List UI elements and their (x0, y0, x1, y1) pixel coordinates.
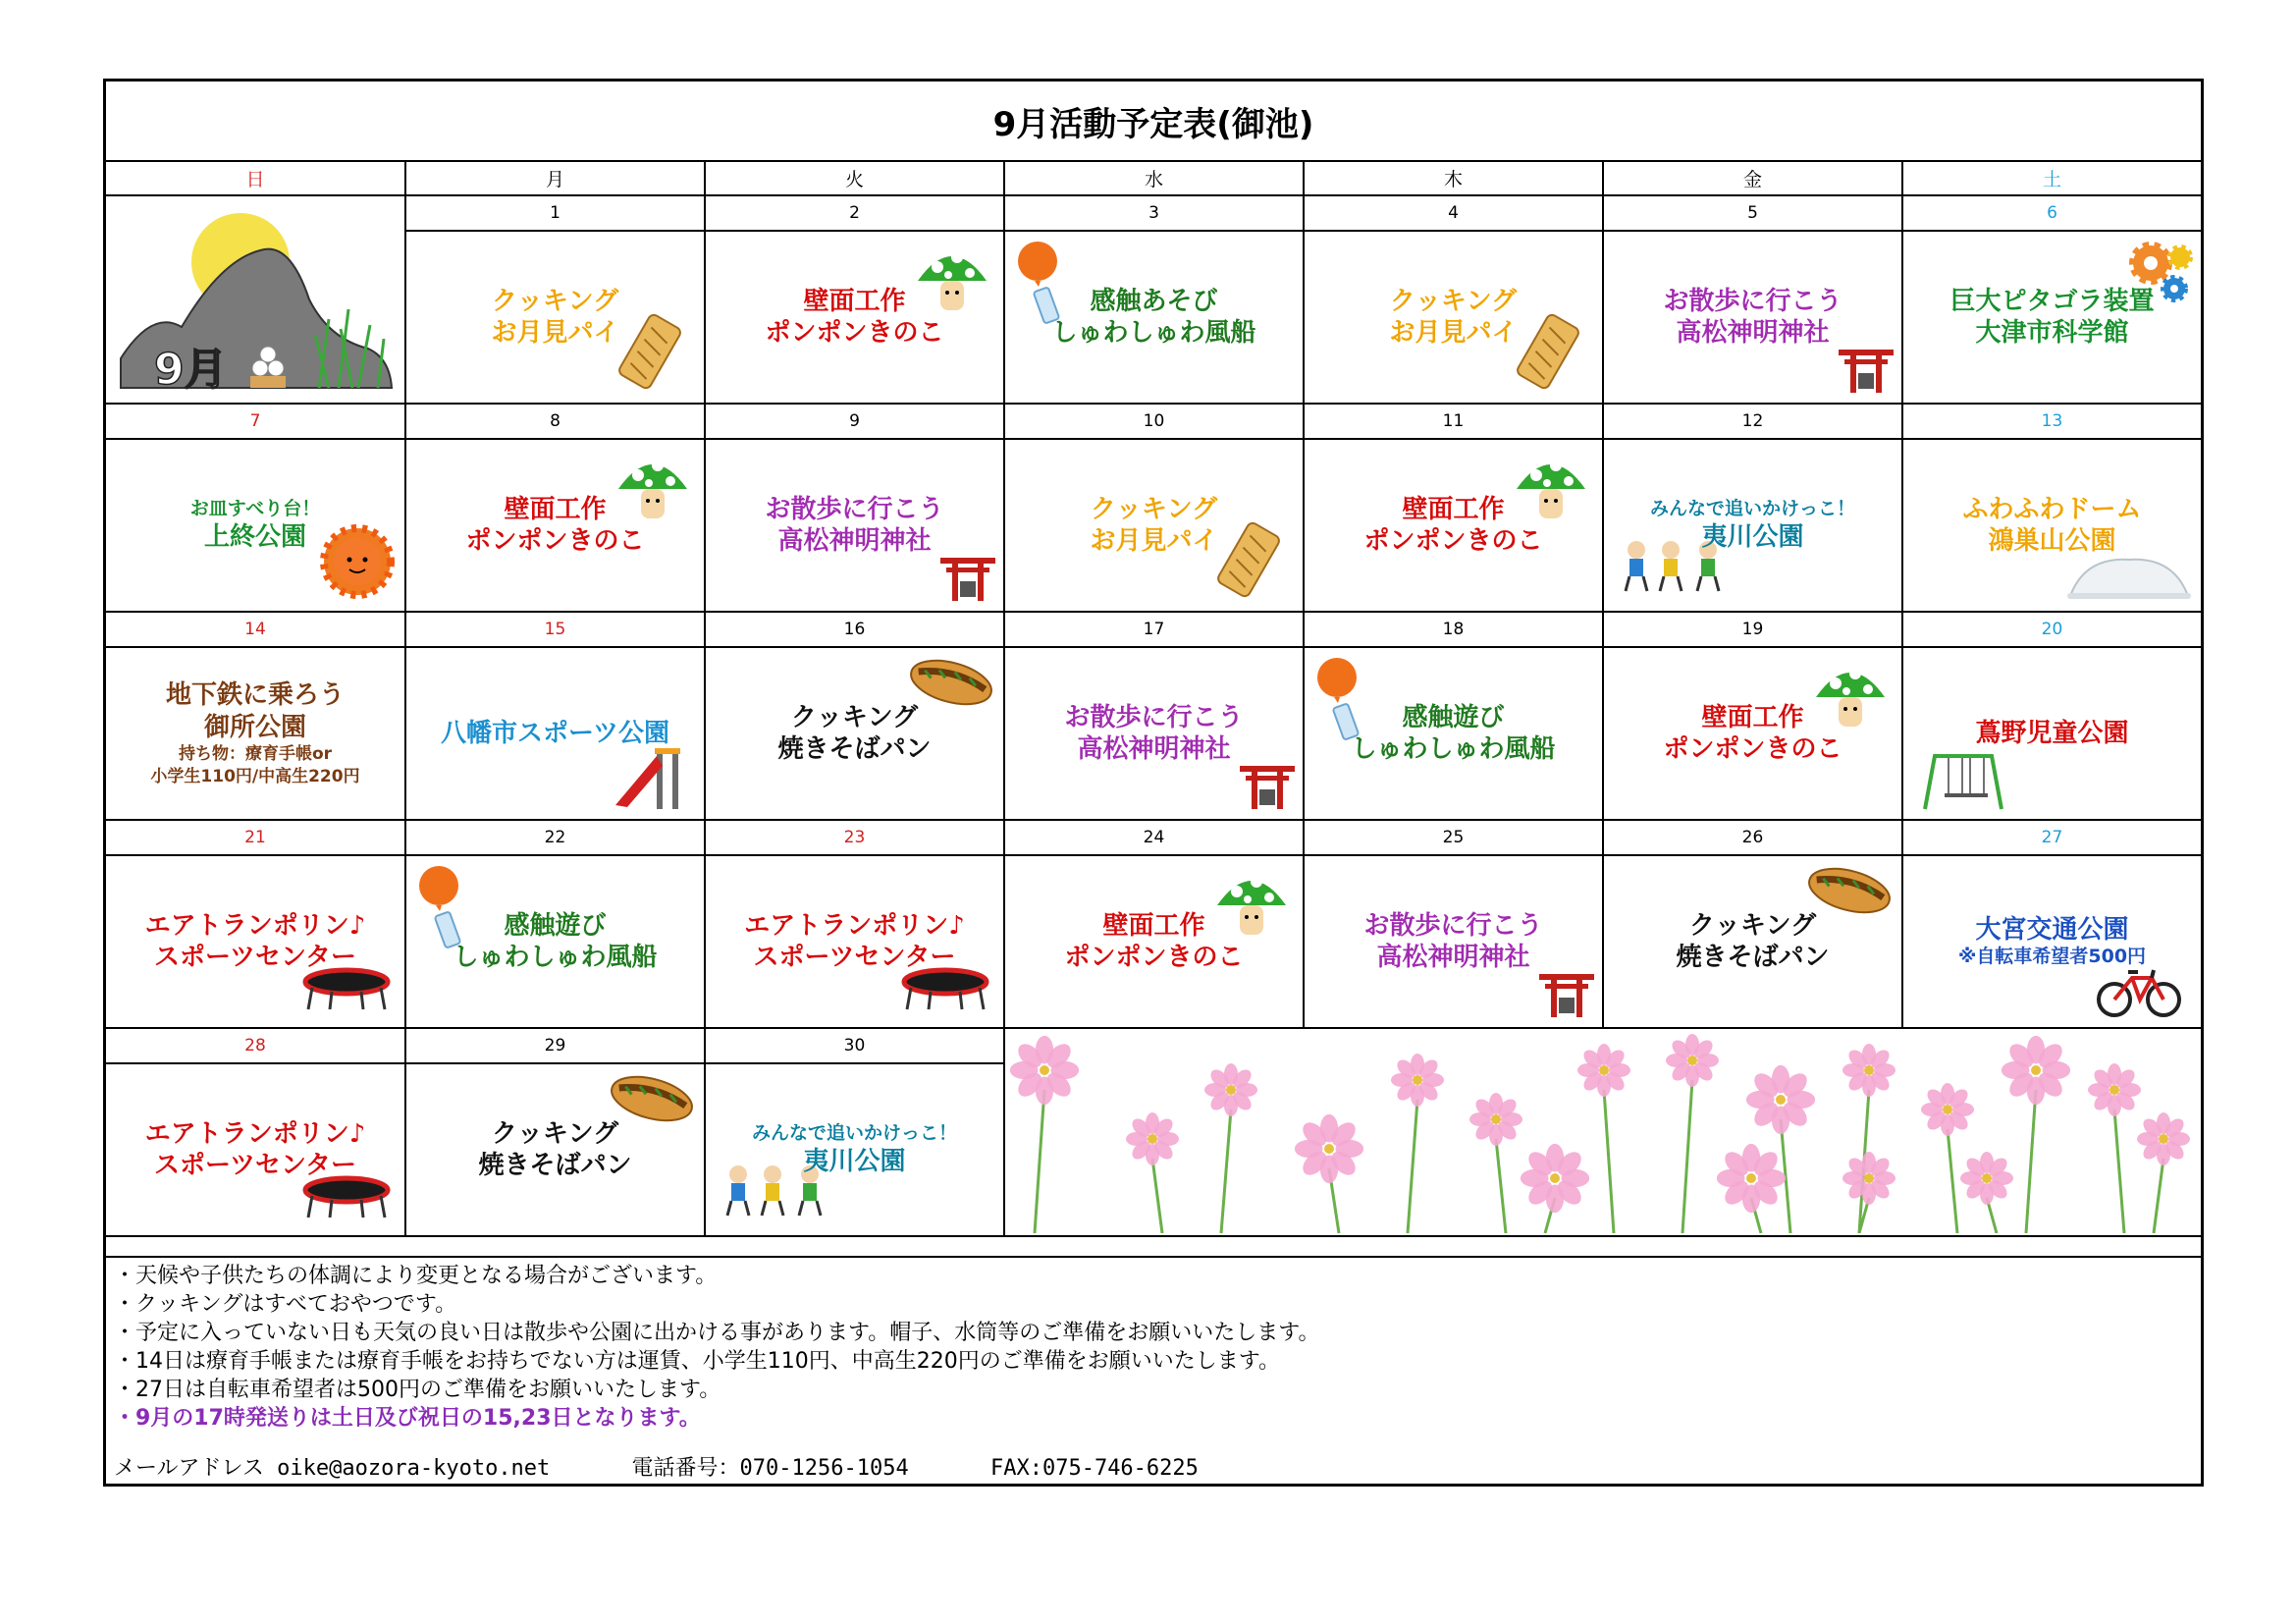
activity-line: 壁面工作 (1102, 910, 1205, 941)
activity-text (706, 702, 1003, 766)
activity-cell (1004, 231, 1304, 404)
activity-line: 御所公園 (203, 712, 306, 742)
weekday-header-row (106, 161, 2201, 195)
activity-line: しゅわしゅわ風船 (1051, 318, 1256, 348)
date-cell: 18 (1304, 612, 1603, 647)
activity-text (406, 286, 704, 350)
activity-line: 夷川公園 (803, 1146, 906, 1176)
activity-cell (705, 439, 1004, 612)
date-cell: 1 (405, 195, 705, 231)
activity-line: 大津市科学館 (1975, 318, 2129, 348)
date-cell: 26 (1603, 820, 1902, 855)
date-cell: 22 (405, 820, 705, 855)
activity-line: お皿すべり台！ (189, 497, 321, 519)
activity-cell (1603, 647, 1902, 820)
weekday-label: 日 (106, 161, 405, 195)
activity-cell (1004, 647, 1304, 820)
activity-line: クッキング (1389, 286, 1518, 316)
activity-row (106, 231, 2201, 404)
activity-cell (1603, 231, 1902, 404)
activity-line: 感触あそび (1090, 286, 1218, 316)
activity-row (106, 647, 2201, 820)
activity-text (406, 910, 704, 974)
activity-line: スポーツセンター (154, 1151, 356, 1180)
activity-text (706, 1122, 1003, 1177)
activity-line: 高松神明神社 (1376, 943, 1530, 972)
date-cell: 12 (1603, 404, 1902, 439)
date-cell: 30 (705, 1028, 1004, 1063)
date-cell: 11 (1304, 404, 1603, 439)
activity-line: 蔦野児童公園 (1975, 718, 2129, 748)
activity-text (106, 910, 404, 974)
date-cell: 9 (705, 404, 1004, 439)
date-row (106, 820, 2201, 855)
date-cell: 8 (405, 404, 705, 439)
contact-info (114, 1454, 1267, 1483)
activity-cell (405, 439, 705, 612)
date-cell: 25 (1304, 820, 1603, 855)
activity-text (406, 1118, 704, 1182)
date-row (106, 404, 2201, 439)
activity-line: 焼きそばパン (777, 734, 932, 764)
bicycle-icon (2095, 960, 2183, 1023)
activity-cell (705, 647, 1004, 820)
activity-text (1305, 494, 1602, 558)
date-cell: 5 (1603, 195, 1902, 231)
date-cell: 29 (405, 1028, 705, 1063)
note-line: ・14日は療育手帳または療育手帳をお持ちでない方は運賃、小学生110円、中高生220円のご準備をお願いいたします。 (114, 1349, 1281, 1374)
activity-cell (1902, 231, 2201, 404)
date-cell: 27 (1902, 820, 2201, 855)
activity-cell (1902, 855, 2201, 1028)
date-row (106, 1028, 2201, 1063)
activity-line: お散歩に行こう (1064, 702, 1244, 732)
activity-line: みんなで追いかけっこ！ (1649, 497, 1855, 519)
activity-line: 高松神明神社 (1676, 318, 1830, 348)
activity-line: お月見パイ (491, 318, 619, 348)
note-line: ・クッキングはすべておやつです。 (114, 1292, 457, 1317)
activity-line: ポンポンきのこ (1363, 526, 1543, 556)
activity-cell (106, 855, 405, 1028)
activity-cell (705, 855, 1004, 1028)
activity-line: お散歩に行こう (1663, 286, 1842, 316)
activity-cell (1304, 855, 1603, 1028)
activity-line: ポンポンきのこ (1064, 943, 1244, 972)
activity-cell (405, 855, 705, 1028)
activity-cell (1004, 855, 1304, 1028)
activity-text (1604, 702, 1901, 766)
activity-text (1005, 910, 1303, 974)
activity-line: しゅわしゅわ風船 (1351, 734, 1556, 764)
weekday-label: 火 (705, 161, 1004, 195)
activity-text (1903, 718, 2201, 750)
activity-cell (405, 1063, 705, 1236)
weekday-label: 月 (405, 161, 705, 195)
date-cell: 17 (1004, 612, 1304, 647)
activity-text (1903, 494, 2201, 558)
activity-cell (106, 439, 405, 612)
activity-line: 地下鉄に乗ろう (165, 680, 345, 711)
activity-cell (1304, 439, 1603, 612)
weekday-label: 金 (1603, 161, 1902, 195)
notes-section (106, 1256, 2201, 1487)
date-cell: 24 (1004, 820, 1304, 855)
weekday-label: 土 (1902, 161, 2201, 195)
activity-cell (1603, 439, 1902, 612)
activity-line: エアトランポリン♪ (144, 910, 366, 941)
activity-line: 焼きそばパン (1676, 943, 1830, 972)
activity-cell (106, 647, 405, 820)
activity-note: 小学生110円/中高生220円 (150, 766, 360, 786)
calendar-grid (106, 160, 2201, 1237)
date-cell: 16 (705, 612, 1004, 647)
date-row (106, 195, 2201, 231)
activity-text (406, 718, 704, 750)
activity-cell (1603, 855, 1902, 1028)
activity-text (106, 498, 404, 553)
activity-line: みんなで追いかけっこ！ (751, 1121, 957, 1144)
activity-text (1604, 498, 1901, 553)
activity-line: ポンポンきのこ (765, 318, 944, 348)
activity-line: クッキング (1688, 910, 1817, 941)
activity-line: 焼きそばパン (478, 1151, 632, 1180)
activity-text (706, 286, 1003, 350)
activity-text (1604, 286, 1901, 350)
activity-cell (1304, 231, 1603, 404)
activity-text (406, 494, 704, 558)
month-badge-text: 9月 (154, 345, 228, 395)
activity-cell (405, 647, 705, 820)
activity-line: 大宮交通公園 (1975, 914, 2129, 945)
activity-line: ※自転車希望者500円 (1957, 946, 2147, 968)
activity-line: お散歩に行こう (1363, 910, 1543, 941)
shrine-gate-icon (1238, 762, 1297, 815)
date-cell: 23 (705, 820, 1004, 855)
activity-text (106, 1118, 404, 1182)
activity-text (1005, 286, 1303, 350)
activity-cell (1004, 439, 1304, 612)
month-badge-cell (106, 195, 405, 404)
activity-line: お月見パイ (1389, 318, 1518, 348)
shrine-gate-icon (1537, 970, 1596, 1023)
activity-line: クッキング (790, 702, 919, 732)
activity-line: 上終公園 (203, 521, 306, 552)
activity-text (1305, 910, 1602, 974)
fax-number: FAX:075-746-6225 (989, 1456, 1199, 1481)
moon-mountain-icon (113, 201, 398, 398)
activity-line: お月見パイ (1090, 526, 1218, 556)
activity-text (1005, 494, 1303, 558)
activity-line: ふわふわドーム (1962, 494, 2142, 524)
activity-text (1305, 702, 1602, 766)
note-line: ・予定に入っていない日も天気の良い日は散歩や公園に出かける事があります。帽子、水筒等のご準備をお願いいたします。 (114, 1321, 1320, 1345)
email-address: メールアドレス oike@aozora-kyoto.net (114, 1456, 551, 1481)
activity-text (706, 910, 1003, 974)
activity-line: 鴻巣山公園 (1988, 526, 2116, 556)
activity-line: 感触遊び (504, 910, 607, 941)
activity-line: お散歩に行こう (765, 494, 944, 524)
activity-line: ポンポンきのこ (465, 526, 645, 556)
activity-text (1903, 914, 2201, 969)
highlight-note: ・9月の17時発送りは土日及び祝日の15,23日となります。 (114, 1406, 701, 1431)
note-line: ・27日は自転車希望者は500円のご準備をお願いいたします。 (114, 1378, 721, 1402)
date-cell: 13 (1902, 404, 2201, 439)
date-cell: 14 (106, 612, 405, 647)
activity-cell (705, 231, 1004, 404)
activity-text (1604, 910, 1901, 974)
cosmos-flower-decoration (1004, 1028, 2201, 1236)
activity-line: 壁面工作 (1402, 494, 1505, 524)
schedule-sheet (103, 79, 2204, 1487)
activity-cell (1902, 647, 2201, 820)
activity-row (106, 855, 2201, 1028)
dome-icon (2065, 552, 2193, 605)
date-cell: 15 (405, 612, 705, 647)
activity-line: 高松神明神社 (1077, 734, 1231, 764)
date-cell: 10 (1004, 404, 1304, 439)
shrine-gate-icon (938, 554, 997, 607)
weekday-label: 木 (1304, 161, 1603, 195)
swing-icon (1919, 752, 2007, 815)
note-line: ・天候や子供たちの体調により変更となる場合がございます。 (114, 1264, 718, 1288)
activity-text (106, 679, 404, 786)
activity-cell (405, 231, 705, 404)
activity-text (1305, 286, 1602, 350)
activity-line: ポンポンきのこ (1663, 734, 1842, 764)
activity-line: しゅわしゅわ風船 (453, 943, 658, 972)
slide-icon (608, 742, 686, 815)
activity-cell (106, 1063, 405, 1236)
activity-text (1903, 286, 2201, 350)
activity-text (706, 494, 1003, 558)
date-cell: 4 (1304, 195, 1603, 231)
activity-line: クッキング (491, 1118, 619, 1149)
date-cell: 2 (705, 195, 1004, 231)
date-row (106, 612, 2201, 647)
activity-line: 夷川公園 (1701, 521, 1804, 552)
activity-cell (1304, 647, 1603, 820)
date-cell: 20 (1902, 612, 2201, 647)
cosmos-flower-icon (1005, 1031, 2198, 1233)
activity-line: 八幡市スポーツ公園 (441, 718, 669, 748)
weekday-label: 水 (1004, 161, 1304, 195)
activity-cell (705, 1063, 1004, 1236)
date-cell: 21 (106, 820, 405, 855)
activity-line: 壁面工作 (504, 494, 607, 524)
activity-row (106, 439, 2201, 612)
activity-line: 高松神明神社 (777, 526, 932, 556)
date-cell: 19 (1603, 612, 1902, 647)
activity-cell (1902, 439, 2201, 612)
date-cell: 7 (106, 404, 405, 439)
activity-line: 巨大ピタゴラ装置 (1949, 286, 2155, 316)
activity-line: 感触遊び (1402, 702, 1505, 732)
date-cell: 3 (1004, 195, 1304, 231)
date-cell: 28 (106, 1028, 405, 1063)
activity-line: 壁面工作 (1701, 702, 1804, 732)
activity-line: エアトランポリン♪ (144, 1118, 366, 1149)
activity-line: エアトランポリン♪ (744, 910, 965, 941)
date-cell: 6 (1902, 195, 2201, 231)
phone-number: 電話番号：070-1256-1054 (631, 1456, 909, 1481)
activity-line: スポーツセンター (154, 943, 356, 972)
shrine-gate-icon (1837, 346, 1896, 399)
activity-note: 持ち物：療育手帳or (178, 744, 333, 765)
activity-line: クッキング (1090, 494, 1218, 524)
activity-line: クッキング (491, 286, 619, 316)
page-title: 9月活動予定表(御池) (106, 81, 2201, 162)
activity-line: 壁面工作 (803, 286, 906, 316)
activity-line: スポーツセンター (753, 943, 956, 972)
activity-text (1005, 702, 1303, 766)
